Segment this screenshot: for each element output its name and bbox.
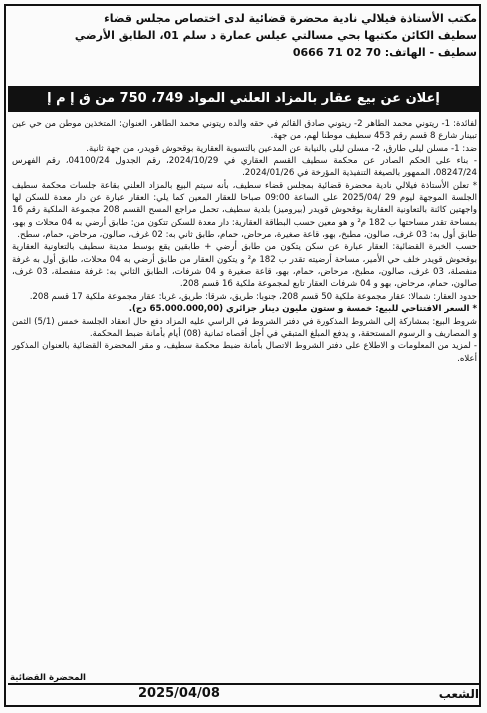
header-line-2: سطيف الكائن مكتبها بحي مسالتي عيلس عمارة د سلم 01، الطابق الأرضي xyxy=(74,29,477,42)
paragraph-expertise: حسب الخبرة القضائية: العقار عبارة عن سكن يتكون من طابق أرضي + طابقين يقع بوسط مدينة سطيف بالتعاونية العقارية بوقحوش قويدر خلف حي الأمير، مساحة أرضيته تقدر ب 182 م² و يتكون العقار من طابق أرضي به 04 محلات، طابق أول به غرفة منفصلة، 03 غرف، صالون، مطبخ، مرحاض، حمام، بهو، قاعة صغيرة و 04 شرفات، الطابق الثاني به: غرفة منفصلة، 03 غرف، صالون، حمام، مرحاض، بهو و 04 شرفات العقار تابع لمجموعة ملكية 16 قسم 208. xyxy=(12,242,477,290)
office-header xyxy=(10,10,477,61)
paragraph-information: - لمزيد من المعلومات و الاطلاع على دفتر الشروط الاتصال بأمانة ضبط محكمة سطيف، و مقر المحضرة القضائية بالعنوان المذكور أعلاه. xyxy=(12,341,477,364)
phone-number: 0666 71 02 70 xyxy=(292,46,381,59)
paragraph-beneficiaries: لفائدة: 1- ريتوني محمد الطاهر 2- ريتوني صادق القائم في حقه والده ريتوني محمد الطاهر، العنوان: المتخذين موطن من حي عين تبينار شارع 8 قسم رقم 453 سطيف موطنا لهم، من جهة. xyxy=(12,119,477,142)
paragraph-boundaries: حدود العقار: شمالا: عقار مجموعة ملكية 50 قسم 208، جنوبا: طريق، شرقا: طريق، غربا: عقار مجموعة ملكية 17 قسم 208. xyxy=(29,291,477,302)
paragraph-opening-price: * السعر الافتتاحي للبيع: خمسة و ستون مليون دينار جزائري (65.000.000,00 دج). xyxy=(128,304,477,315)
header-line-3-prefix: سطيف - الهاتف: xyxy=(384,46,477,59)
newspaper-name: الشعب xyxy=(438,687,479,701)
signature: المحضرة القضائية xyxy=(10,673,87,683)
paragraph-sale-notice: * تعلن الأستاذة فيلالي نادية محضرة قضائية بمجلس قضاء سطيف، بأنه سيتم البيع بالمزاد العلني بقاعة جلسات محكمة سطيف الجلسة الموجهة ليوم 29 /2025/04 على الساعة 09:00 صباحا للعقار المعين كما يلي: العقار عبارة عن دار معدة للسكن لها واجهتين كائنة بالتعاونية العقارية بوقحوش قويدر (بيروميز) بلدية سطيف، تحمل مراجع المسح القسم 208 مجموعة الملكية رقم 16 بمساحة تقدر مساحتها ب 182 م² و هو معين حسب البطاقة العقارية: دار معدة للسكن تتكون من: طابق أرضي به 04 محلات و بهو، طابق أول به: 03 غرف، صالون، مطبخ، بهو، قاعة صغيرة، مرحاض، حمام، طابق ثاني به: 02 غرف، صالون، مرحاض، حمام، سطح. xyxy=(12,180,478,241)
publication-date: 2025/04/08 xyxy=(138,686,220,701)
announcement-body xyxy=(12,118,477,365)
header-line-3 xyxy=(10,44,477,61)
paragraph-conditions: شروط البيع: بمشاركة إلى الشروط المذكورة في دفتر الشروط في الراسي عليه المزاد دفع حال انعقاد الجلسة خمس (5/1) الثمن و المصاريف و الرسوم المستحقة، و يدفع المبلغ المتبقي في أجل أقصاه ثمانية (08) أيام بأمانة ضبط المحكمة. xyxy=(12,316,477,339)
announcement-title: إعلان عن بيع عقار بالمزاد العلني المواد 749، 750 من ق إ م إ xyxy=(8,86,479,112)
paragraph-against: ضد: 1- مسلن ليلى طارق، 2- مسلن ليلى بالنيابة عن المدعين بالتسوية العقارية بوقحوش قويدر، من جهة ثانية. xyxy=(86,143,477,154)
header-line-1: مكتب الأستاذة فيلالي نادية محضرة قضائية لدى اختصاص مجلس قضاء xyxy=(104,12,477,25)
paragraph-judgment: - بناء على الحكم الصادر عن محكمة سطيف القسم العقاري في 2024/10/29، رقم الجدول 04100/24، رقم الفهرس 08247/24، الممهور بالصيغة التنفيذية المؤرخة في 2024/01/26. xyxy=(12,156,478,179)
footer xyxy=(8,683,479,703)
